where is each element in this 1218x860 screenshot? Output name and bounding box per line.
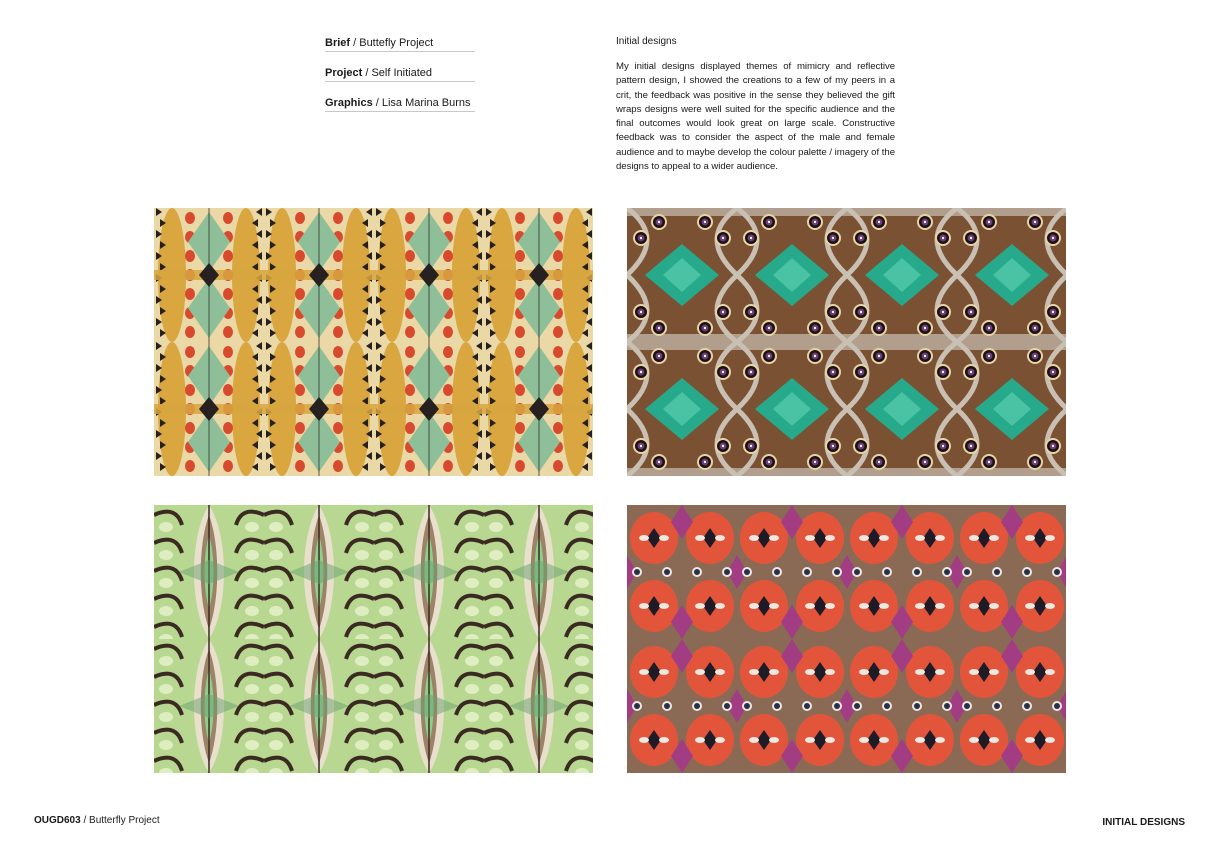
brown-eyespot-butterfly-pattern — [627, 208, 1066, 476]
brief-label: Brief — [325, 37, 351, 49]
footer-code: OUGD603 — [34, 815, 81, 826]
brief-value: / Buttefly Project — [350, 37, 434, 49]
graphics-row — [325, 96, 475, 112]
design-notes — [616, 36, 895, 174]
graphics-value: / Lisa Marina Burns — [372, 97, 471, 109]
yellow-red-butterfly-pattern — [154, 208, 593, 476]
orange-peacock-butterfly-pattern — [627, 505, 1066, 773]
footer-section-title: INITIAL DESIGNS — [1102, 817, 1185, 828]
footer-module — [34, 815, 160, 827]
notes-title: Initial designs — [616, 36, 677, 47]
pattern-image-1 — [154, 208, 593, 476]
project-row — [325, 66, 475, 82]
brief-row — [325, 36, 475, 52]
footer-project: / Butterfly Project — [80, 815, 160, 826]
project-label: Project — [325, 67, 363, 79]
notes-body: My initial designs displayed themes of mimicry and reflective pattern design, I showed the creations to a few of my peers in a crit, the feedback was positive in the sense they believed the gift wraps designs were well suited for the specific audience and the final outcomes would look great on large scale. Constructive feedback was to consider the aspect of the male and female audience and to maybe develop the colour palette / imagery of the designs to appeal to a wider audience. — [616, 61, 895, 173]
pattern-image-3 — [154, 505, 593, 773]
pattern-image-2 — [627, 208, 1066, 476]
project-value: / Self Initiated — [362, 67, 433, 79]
green-malachite-butterfly-pattern — [154, 505, 593, 773]
project-meta — [325, 36, 475, 126]
pattern-image-4 — [627, 505, 1066, 773]
graphics-label: Graphics — [325, 97, 373, 109]
